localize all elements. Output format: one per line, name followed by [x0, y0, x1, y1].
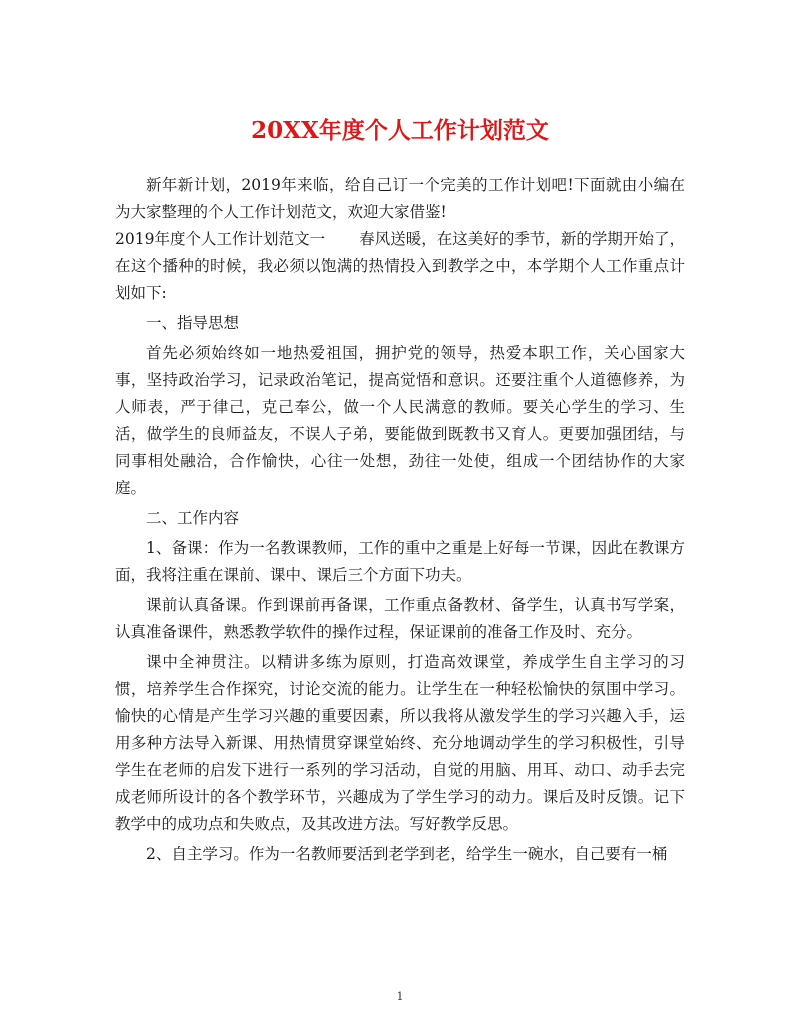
- paragraph-self-study: 2、自主学习。作为一名教师要活到老学到老，给学生一碗水，自己要有一桶: [146, 845, 668, 863]
- heading-guiding-thought: 一、指导思想: [146, 314, 240, 332]
- document-title: 20XX年度个人工作计划范文: [251, 117, 549, 144]
- section-label: 2019年度个人工作计划范文一: [115, 230, 326, 248]
- section-opening: 春风送暖，在这美好的季节，新的学期开始了，在这个播种的时候，我必须以饱满的热情投入到教学之中，本学期个人工作重点计划如下:: [115, 230, 685, 302]
- heading-work-content: 二、工作内容: [146, 509, 240, 527]
- paragraph-guiding-thought: 首先必须始终如一地热爱祖国，拥护党的领导，热爱本职工作，关心国家大事，坚持政治学习，记录政治笔记，提高觉悟和意识。还要注重个人道德修养，为人师表，严于律己，克己奉公，做一个人民满意的教师。要关心学生的学习、生活，做学生的良师益友，不误人子弟，要能做到既教书又育人。更要加强团结，与同事相处融洽，合作愉快，心往一处想，劲往一处使，组成一个团结协作的大家庭。: [115, 344, 685, 497]
- section-paragraph: [115, 226, 685, 307]
- intro-paragraph: 新年新计划，2019年来临，给自己订一个完美的工作计划吧!下面就由小编在为大家整理的个人工作计划范文，欢迎大家借鉴!: [115, 176, 685, 221]
- document-body: [115, 172, 685, 868]
- page-number: 1: [396, 990, 404, 1003]
- paragraph-during-class: 课中全神贯注。以精讲多练为原则，打造高效课堂，养成学生自主学习的习惯，培养学生合作探究，讨论交流的能力。让学生在一种轻松愉快的氛围中学习。愉快的心情是产生学习兴趣的重要因素，所以我将从激发学生的学习兴趣入手，运用多种方法导入新课、用热情贯穿课堂始终、充分地调动学生的学习积极性，引导学生在老师的启发下进行一系列的学习活动，自觉的用脑、用耳、动口、动手去完成老师所设计的各个教学环节，兴趣成为了学生学习的动力。课后及时反馈。记下教学中的成功点和失败点，及其改进方法。写好教学反思。: [115, 653, 685, 833]
- paragraph-before-class: 课前认真备课。作到课前再备课，工作重点备教材、备学生，认真书写学案，认真准备课件，熟悉教学软件的操作过程，保证课前的准备工作及时、充分。: [115, 596, 685, 641]
- paragraph-lesson-prep: 1、备课：作为一名教课教师，工作的重中之重是上好每一节课，因此在教课方面，我将注重在课前、课中、课后三个方面下功夫。: [115, 539, 685, 584]
